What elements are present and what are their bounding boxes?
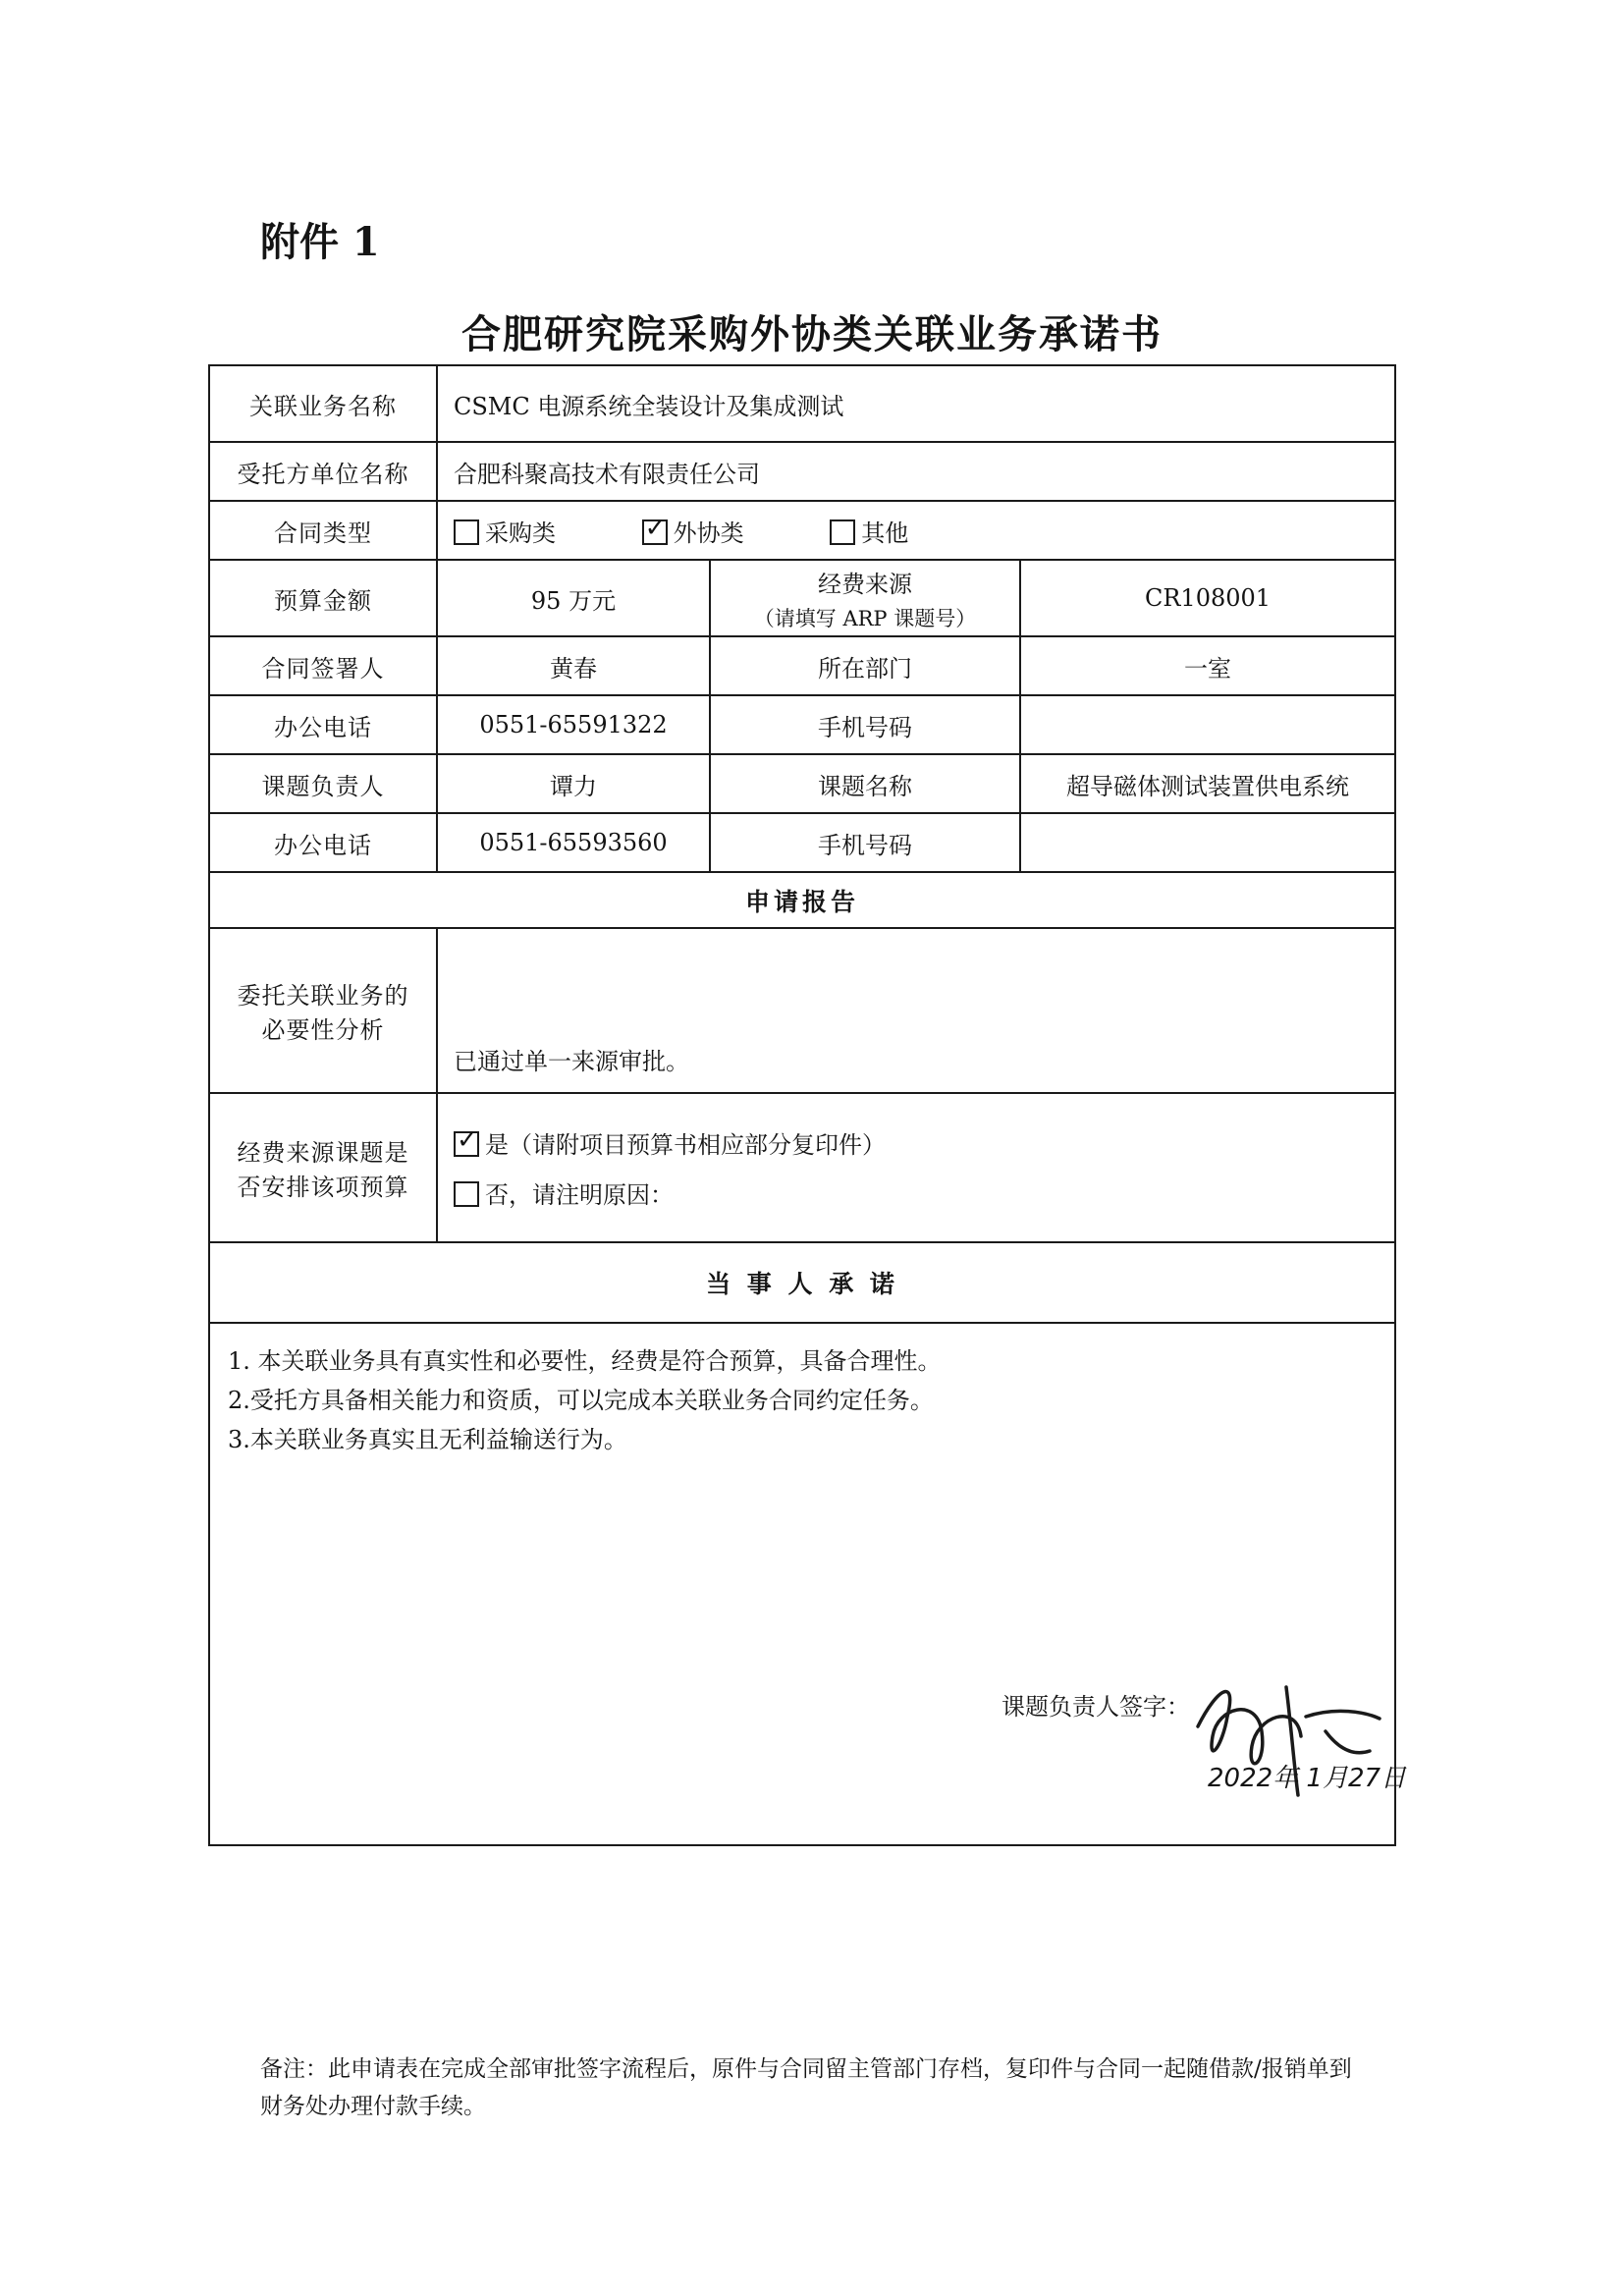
project-lead-label: 课题负责人	[209, 754, 437, 813]
contract-type-other[interactable]	[830, 519, 908, 547]
row-business-name	[209, 365, 1395, 442]
project-lead-value: 谭力	[437, 754, 710, 813]
necessity-text: 已通过单一来源审批。	[437, 928, 1395, 1093]
signer-dept-value: 一室	[1020, 636, 1395, 695]
funding-no-checkbox[interactable]	[454, 1181, 479, 1207]
attachment-label: 附件 1	[260, 219, 380, 265]
project-name-label: 课题名称	[710, 754, 1020, 813]
signer-mobile-label: 手机号码	[710, 695, 1020, 754]
necessity-label: 委托关联业务的必要性分析	[209, 928, 437, 1093]
funding-budget-options	[437, 1093, 1395, 1242]
row-lead-phone	[209, 813, 1395, 872]
row-report-heading	[209, 872, 1395, 928]
commitment-item-2: 2.受托方具备相关能力和资质，可以完成本关联业务合同约定任务。	[228, 1387, 934, 1414]
business-name-label: 关联业务名称	[209, 365, 437, 442]
funding-yes-label: 是（请附项目预算书相应部分复印件）	[485, 1131, 886, 1159]
fund-source-value: CR108001	[1020, 560, 1395, 636]
fund-source-note: （请填写 ARP 课题号）	[753, 606, 977, 630]
lead-mobile-label: 手机号码	[710, 813, 1020, 872]
contract-type-outsourcing[interactable]	[642, 519, 744, 547]
funding-no-label: 否，请注明原因：	[485, 1181, 674, 1209]
row-funding-budget	[209, 1093, 1395, 1242]
signer-dept-label: 所在部门	[710, 636, 1020, 695]
contract-signer-value: 黄春	[437, 636, 710, 695]
signer-mobile-value	[1020, 695, 1395, 754]
signer-office-phone-label: 办公电话	[209, 695, 437, 754]
contract-type-label: 合同类型	[209, 501, 437, 560]
document-title: 合肥研究院采购外协类关联业务承诺书	[461, 311, 1163, 357]
contract-type-options	[437, 501, 1395, 560]
fund-source-label: 经费来源	[818, 570, 912, 598]
contract-signer-label: 合同签署人	[209, 636, 437, 695]
entrusted-party-label: 受托方单位名称	[209, 442, 437, 501]
commitment-list	[228, 1341, 942, 1459]
funding-budget-label: 经费来源课题是否安排该项预算	[209, 1093, 437, 1242]
funding-no-option[interactable]	[454, 1175, 1379, 1210]
signer-office-phone-value: 0551-65591322	[437, 695, 710, 754]
outsourcing-checkbox[interactable]	[642, 519, 668, 545]
fund-source-cell	[710, 560, 1020, 636]
lead-office-phone-label: 办公电话	[209, 813, 437, 872]
report-heading: 申请报告	[209, 872, 1395, 928]
row-entrusted-party	[209, 442, 1395, 501]
purchase-checkbox[interactable]	[454, 519, 479, 545]
row-necessity	[209, 928, 1395, 1093]
commitment-item-1: 1. 本关联业务具有真实性和必要性，经费是符合预算，具备合理性。	[228, 1347, 942, 1375]
outsourcing-option-label: 外协类	[673, 519, 744, 547]
row-contract-type	[209, 501, 1395, 560]
other-option-label: 其他	[861, 519, 909, 547]
row-commitment-body	[209, 1323, 1395, 1845]
lead-office-phone-value: 0551-65593560	[437, 813, 710, 872]
signature-block	[1001, 1687, 1407, 1825]
business-name-value: CSMC 电源系统全装设计及集成测试	[437, 365, 1395, 442]
other-checkbox[interactable]	[830, 519, 855, 545]
purchase-option-label: 采购类	[485, 519, 556, 547]
row-contract-signer	[209, 636, 1395, 695]
commitment-body	[209, 1323, 1407, 1845]
lead-mobile-value	[1020, 813, 1395, 872]
footnote: 备注：此申请表在完成全部审批签字流程后，原件与合同留主管部门存档，复印件与合同一起随借款/报销单到财务处办理付款手续。	[260, 2056, 1352, 2119]
project-name-value: 超导磁体测试装置供电系统	[1020, 754, 1395, 813]
entrusted-party-value: 合肥科聚高技术有限责任公司	[437, 442, 1395, 501]
signature-date: 2022年 1月27日	[1208, 1764, 1407, 1793]
row-budget	[209, 560, 1395, 636]
budget-label: 预算金额	[209, 560, 437, 636]
row-commitment-heading	[209, 1242, 1395, 1323]
commitment-heading: 当 事 人 承 诺	[209, 1242, 1395, 1323]
commitment-form	[208, 364, 1407, 1846]
row-project-lead	[209, 754, 1395, 813]
funding-yes-option[interactable]	[454, 1125, 1379, 1160]
commitment-item-3: 3.本关联业务真实且无利益输送行为。	[228, 1426, 627, 1453]
funding-yes-checkbox[interactable]	[454, 1131, 479, 1157]
row-signer-phone	[209, 695, 1395, 754]
contract-type-purchase[interactable]	[454, 519, 556, 547]
budget-amount: 95 万元	[437, 560, 710, 636]
signature-label: 课题负责人签字：	[1001, 1693, 1190, 1721]
